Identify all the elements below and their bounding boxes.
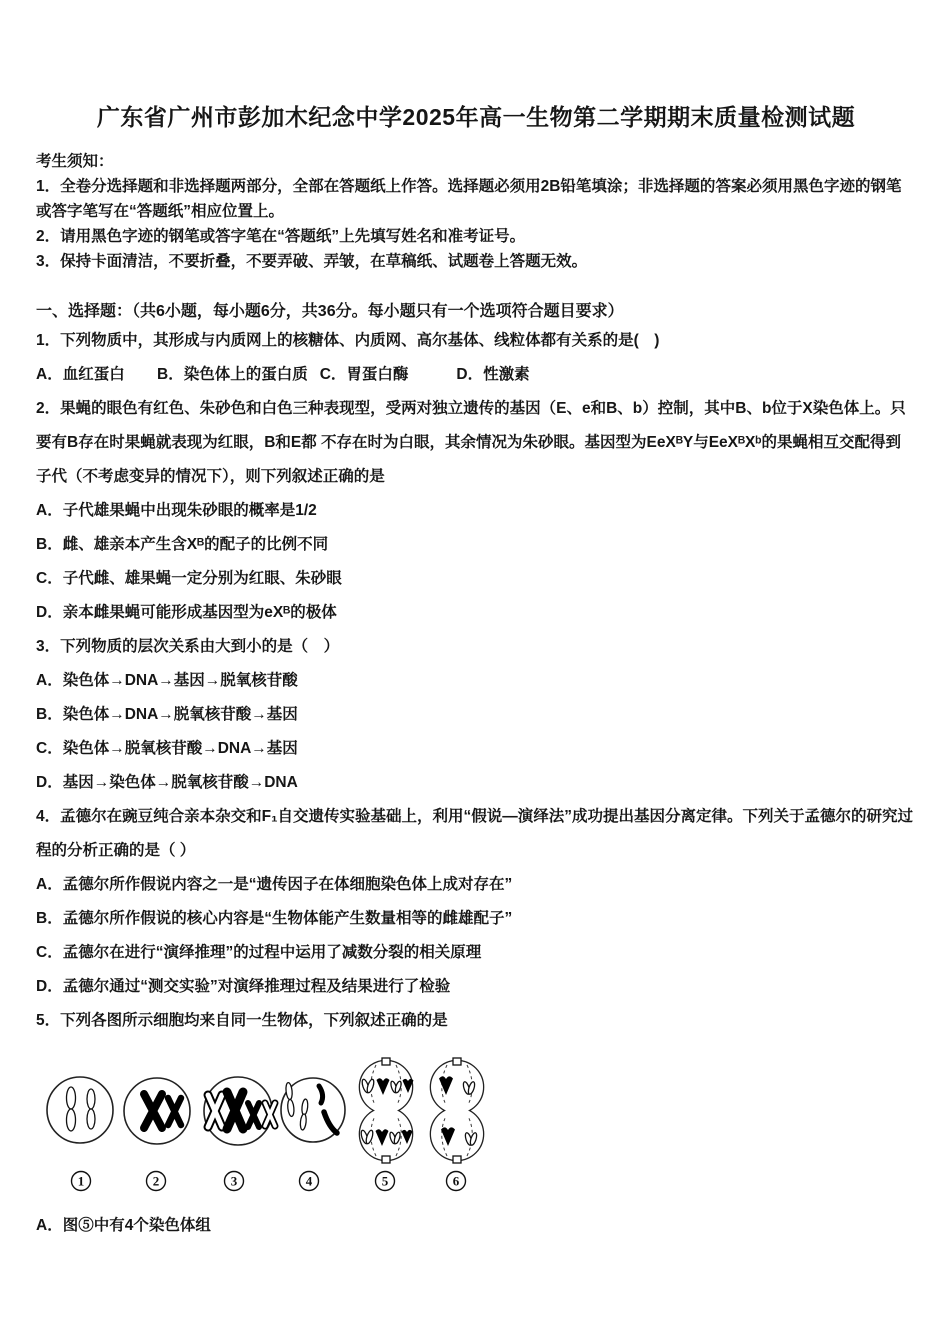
question-2-option-a: A．子代雄果蝇中出现朱砂眼的概率是1/2 [36, 502, 317, 519]
cell-1-diagram [47, 1077, 113, 1143]
cell-2-diagram [124, 1078, 190, 1144]
notice-section [36, 149, 916, 274]
notice-heading: 考生须知： [36, 153, 114, 170]
question-5-stem: 5．下列各图所示细胞均来自同一生物体，下列叙述正确的是 [36, 1012, 448, 1029]
question-2-option-b: B．雌、雄亲本产生含Xᴮ的配子的比例不同 [36, 536, 329, 553]
question-2-option-d: D．亲本雌果蝇可能形成基因型为eXᴮ的极体 [36, 604, 337, 621]
question-1-option-a: A．血红蛋白 [36, 366, 125, 383]
figure-labels [72, 1172, 466, 1191]
cell-6-diagram [431, 1058, 483, 1163]
label-5: 5 [381, 1173, 389, 1189]
notice-item-2: 2．请用黑色字迹的钢笔或答字笔在“答题纸”上先填写姓名和准考证号。 [36, 228, 526, 245]
question-3-stem: 3．下列物质的层次关系由大到小的是（ ） [36, 638, 340, 655]
label-2: 2 [152, 1173, 160, 1189]
cell-3-diagram [204, 1077, 275, 1145]
question-4-option-a: A．孟德尔所作假说内容之一是“遗传因子在体细胞染色体上成对存在” [36, 876, 513, 893]
question-4-option-c: C．孟德尔在进行“演绎推理”的过程中运用了减数分裂的相关原理 [36, 944, 482, 961]
question-4 [36, 800, 916, 1004]
label-3: 3 [230, 1173, 238, 1189]
question-3-option-a: A．染色体→DNA→基因→脱氧核苷酸 [36, 672, 298, 689]
question-3-option-b: B．染色体→DNA→脱氧核苷酸→基因 [36, 706, 298, 723]
question-1-options [36, 358, 916, 392]
question-1-stem: 1．下列物质中，其形成与内质网上的核糖体、内质网、高尔基体、线粒体都有关系的是( ) [36, 332, 660, 349]
question-1 [36, 324, 916, 392]
question-1-option-b: B．染色体上的蛋白质 [157, 366, 308, 383]
question-1-option-d: D．性激素 [456, 366, 530, 383]
question-5-option-a: A．图⑤中有4个染色体组 [36, 1217, 211, 1234]
question-2 [36, 392, 916, 630]
question-2-option-c: C．子代雌、雄果蝇一定分别为红眼、朱砂眼 [36, 570, 342, 587]
question-4-option-b: B．孟德尔所作假说的核心内容是“生物体能产生数量相等的雌雄配子” [36, 910, 513, 927]
question-4-stem: 4．孟德尔在豌豆纯合亲本杂交和F₁自交遗传实验基础上，利用“假说—演绎法”成功提出基因分离定律。下列关于孟德尔的研究过程的分析正确的是（ ） [36, 808, 914, 859]
question-3-option-d: D．基因→染色体→脱氧核苷酸→DNA [36, 774, 298, 791]
notice-item-1: 1．全卷分选择题和非选择题两部分，全部在答题纸上作答。选择题必须用2B铅笔填涂；非选择题的答案必须用黑色字迹的钢笔或答字笔写在“答题纸”相应位置上。 [36, 178, 902, 220]
cell-5-diagram [360, 1058, 414, 1163]
notice-item-3: 3．保持卡面清洁，不要折叠，不要弄破、弄皱，在草稿纸、试题卷上答题无效。 [36, 253, 588, 270]
question-5 [36, 1004, 916, 1243]
label-4: 4 [305, 1173, 313, 1189]
label-6: 6 [452, 1173, 460, 1189]
question-2-stem: 2．果蝇的眼色有红色、朱砂色和白色三种表现型，受两对独立遗传的基因（E、e和B、b）控制，其中B、b位于X染色体上。只要有B存在时果蝇就表现为红眼，B和E都 不存在时为白眼，其余情况为朱砂眼。基因型为EeXᴮY与EeXᴮXᵇ的果蝇相互交配得到 子代（不考虑变异的情况下），则下列叙述正确的是 [36, 400, 906, 485]
page-title: 广东省广州市彭加木纪念中学2025年高一生物第二学期期末质量检测试题 [96, 104, 856, 130]
cell-4-diagram [281, 1078, 345, 1142]
question-3-option-c: C．染色体→脱氧核苷酸→DNA→基因 [36, 740, 298, 757]
section-heading: 一、选择题：（共6小题，每小题6分，共36分。每小题只有一个选项符合题目要求） [36, 303, 624, 320]
cell-division-figure [38, 1050, 508, 1200]
question-3 [36, 630, 916, 800]
question-4-option-d: D．孟德尔通过“测交实验”对演绎推理过程及结果进行了检验 [36, 978, 451, 995]
question-1-option-c: C．胃蛋白酶 [319, 366, 409, 383]
label-1: 1 [77, 1173, 85, 1189]
